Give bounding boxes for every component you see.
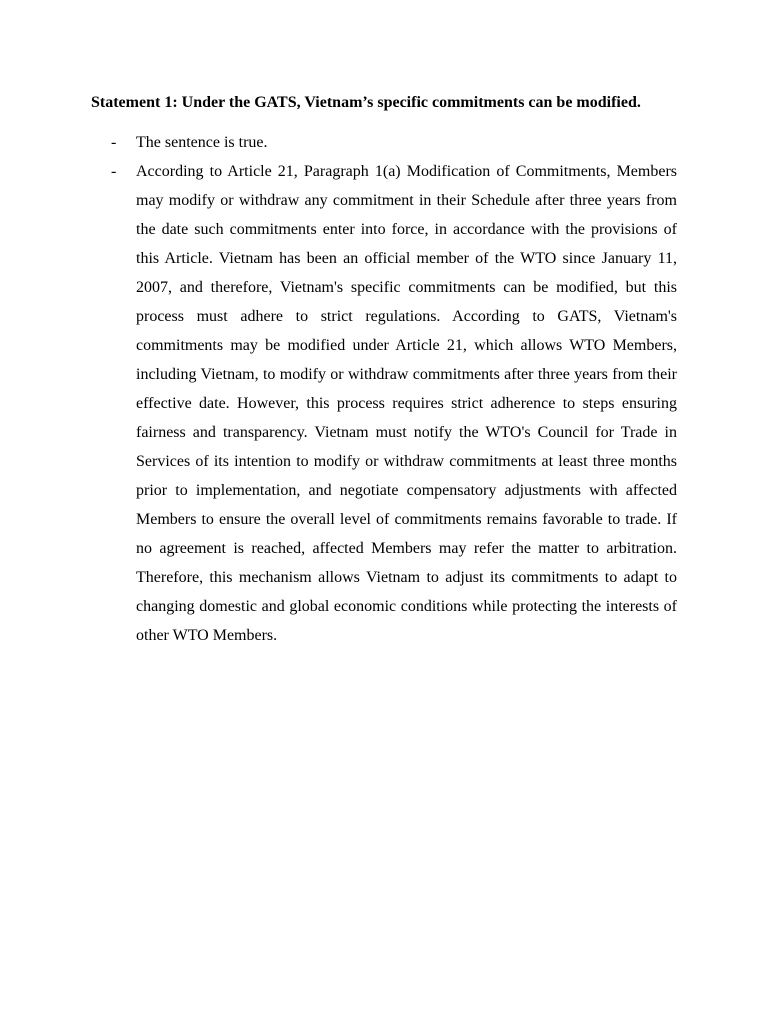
bullet-item	[0, 128, 768, 157]
bullet-marker: -	[111, 134, 117, 151]
bullet-item	[0, 157, 768, 650]
statement-heading: Statement 1: Under the GATS, Vietnam’s specific commitments can be modified.	[91, 94, 641, 111]
bullet-list	[0, 128, 768, 650]
bullet-marker: -	[111, 163, 117, 180]
bullet-text: According to Article 21, Paragraph 1(a) Modification of Commitments, Members may modify or withdraw any commitment in their Schedule after three years from the date such commitments enter into force, in accordance with the provisions of this Article. Vietnam has been an official member of the WTO since January 11, 2007, and therefore, Vietnam's specific commitments can be modified, but this process must adhere to strict regulations. According to GATS, Vietnam's commitments may be modified under Article 21, which allows WTO Members, including Vietnam, to modify or withdraw commitments after three years from their effective date. However, this process requires strict adherence to steps ensuring fairness and transparency. Vietnam must notify the WTO's Council for Trade in Services of its intention to modify or withdraw commitments at least three months prior to implementation, and negotiate compensatory adjustments with affected Members to ensure the overall level of commitments remains favorable to trade. If no agreement is reached, affected Members may refer the matter to arbitration. Therefore, this mechanism allows Vietnam to adjust its commitments to adapt to changing domestic and global economic conditions while protecting the interests of other WTO Members.	[136, 163, 677, 644]
bullet-text: The sentence is true.	[136, 134, 268, 151]
